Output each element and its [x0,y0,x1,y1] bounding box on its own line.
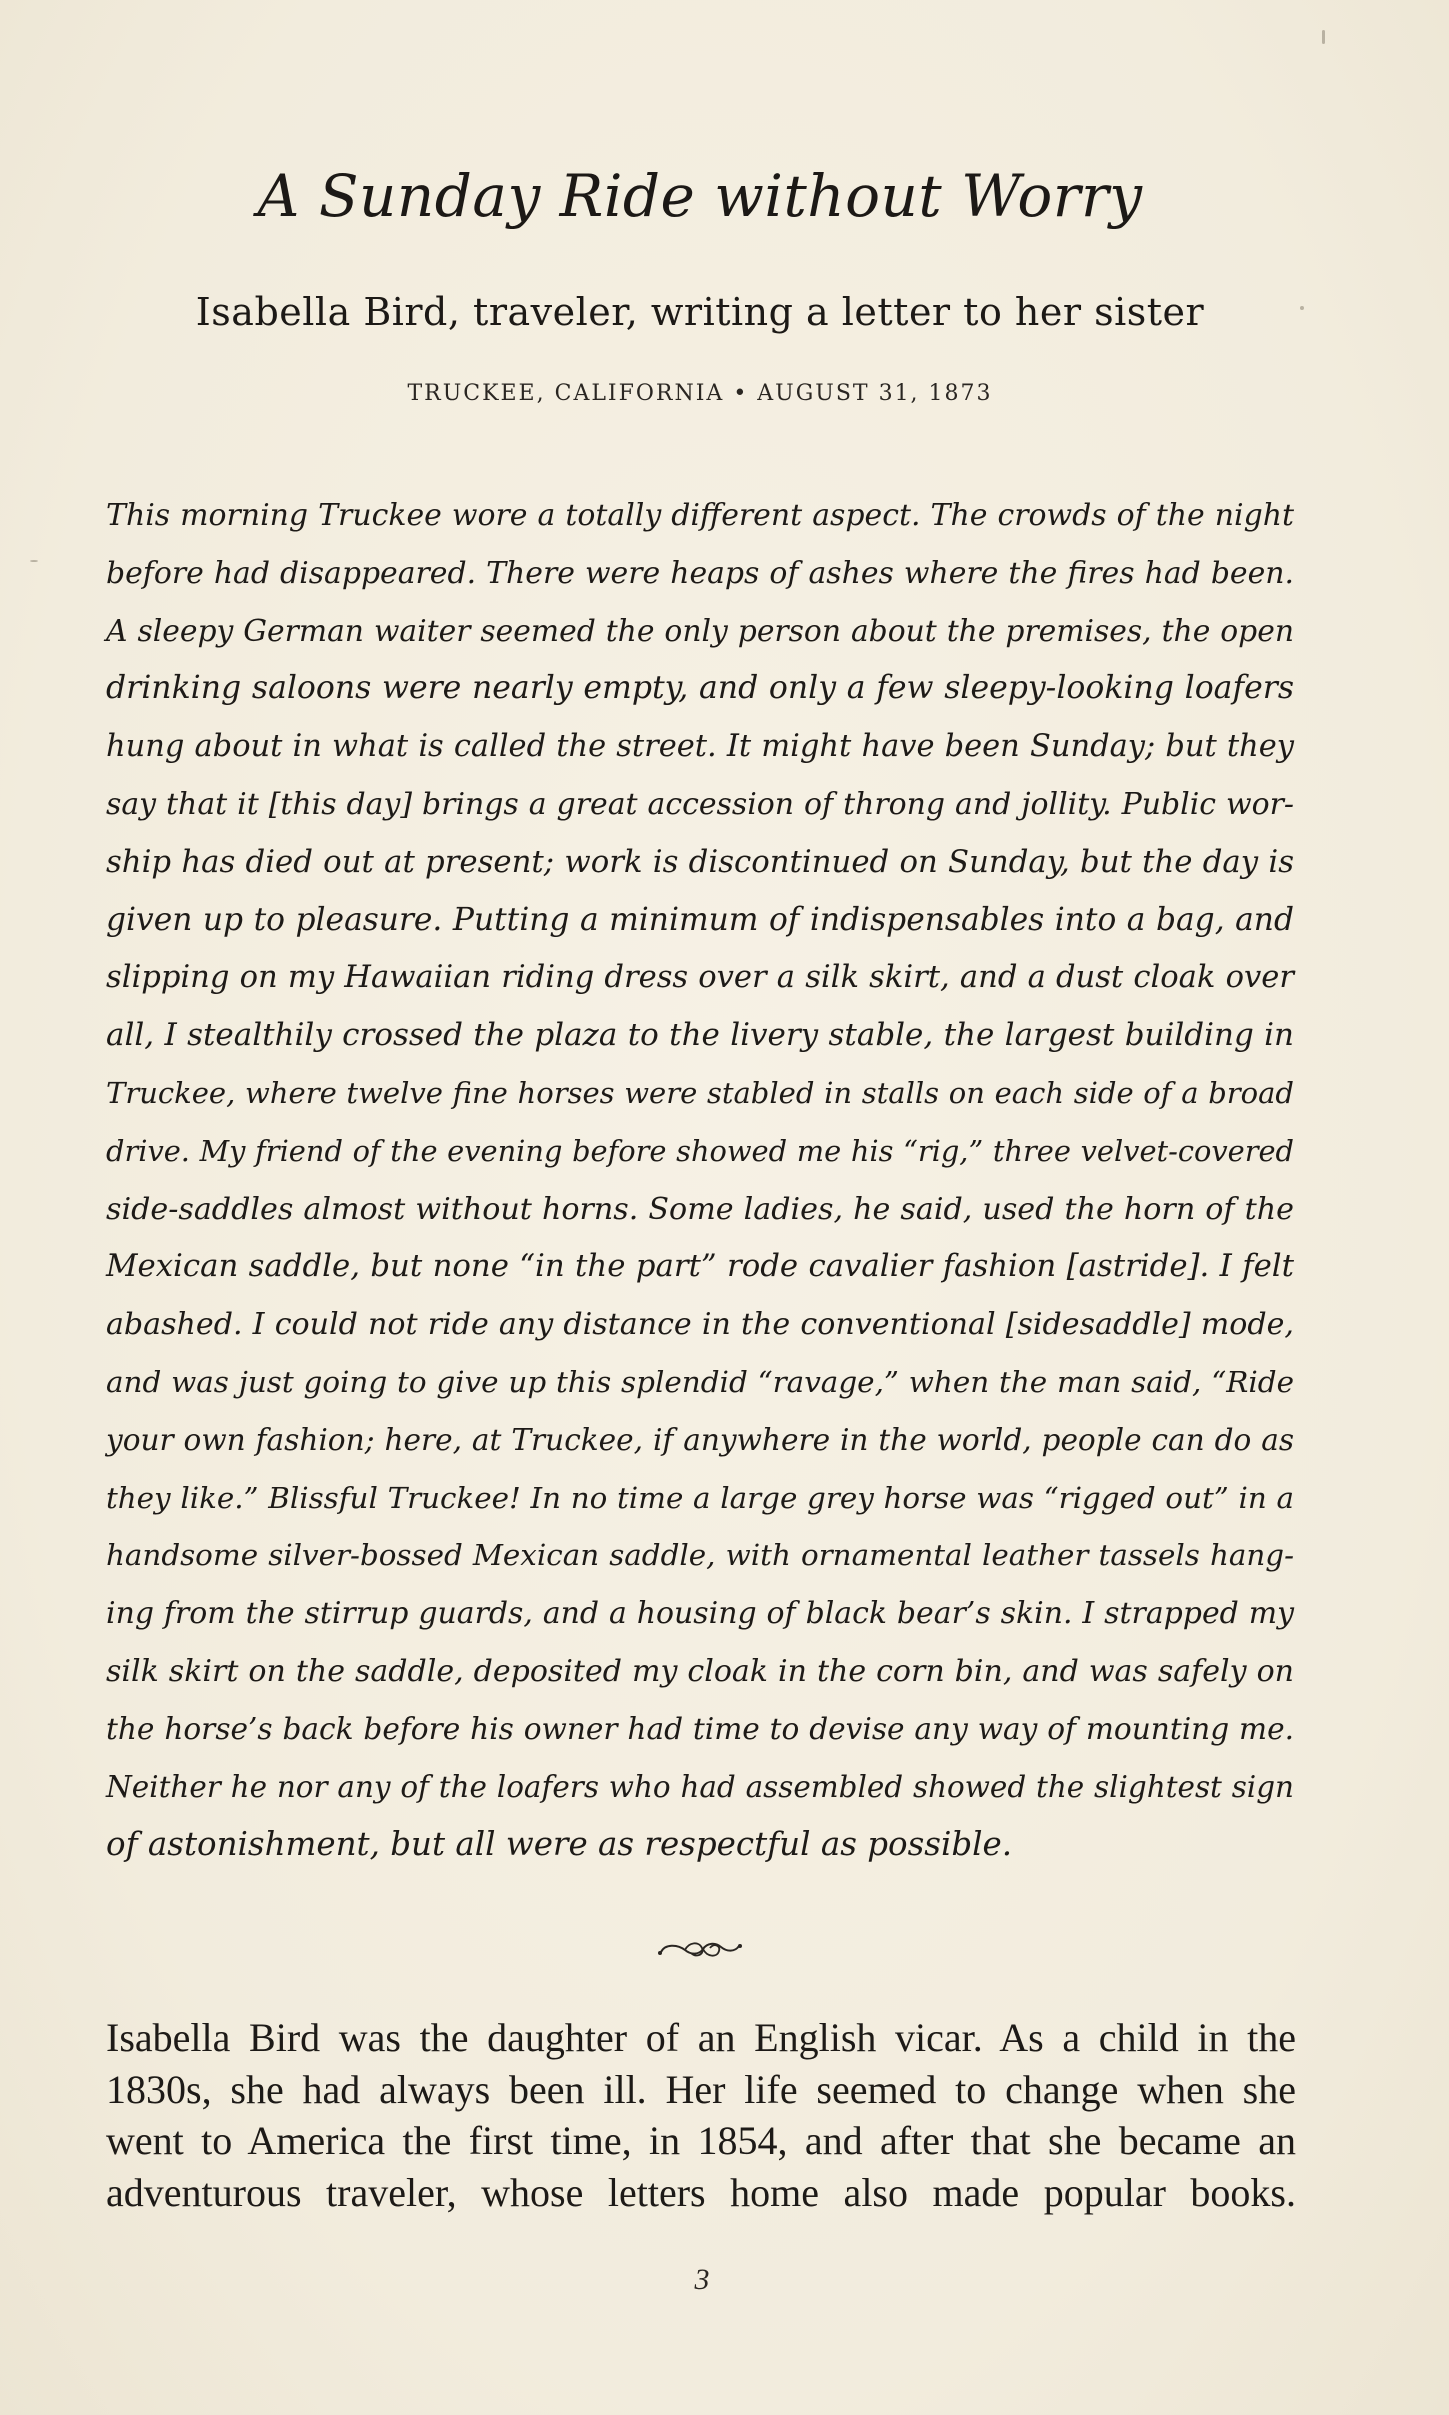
letter-line: side-saddles almost without horns. Some ladies, he said, used the horn of the [106,1191,1294,1227]
letter-line: say that it [this day] brings a great accession of throng and jollity. Public wor- [106,786,1294,822]
fleuron-ornament-icon [655,1936,745,1962]
bio-line: 1830s, she had always been ill. Her life seemed to change when she [106,2066,1296,2112]
paper-speck [1322,30,1325,44]
letter-line: abashed. I could not ride any distance in the conventional [sidesaddle] mode, [106,1307,1294,1343]
letter-body [106,487,1294,1874]
letter-line: the horse’s back before his owner had time to devise any way of mounting me. [106,1711,1294,1746]
author-bio [106,2012,1296,2218]
letter-line: and was just going to give up this splendid “ravage,” when the man said, “Ride [106,1364,1294,1399]
letter-line: silk skirt on the saddle, deposited my cloak in the corn bin, and was safely on [106,1653,1294,1689]
letter-line: drive. My friend of the evening before showed me his “rig,” three velvet-covered [106,1133,1294,1168]
letter-line: Truckee, where twelve fine horses were stabled in stalls on each side of a broad [106,1075,1294,1110]
bio-line: adventurous traveler, whose letters home also made popular books. [106,2169,1296,2215]
paper-speck [30,560,38,562]
letter-line: Mexican saddle, but none “in the part” rode cavalier fashion [astride]. I felt [106,1248,1294,1285]
letter-line: given up to pleasure. Putting a minimum of indispensables into a bag, and [106,901,1294,938]
letter-line: hung about in what is called the street. It might have been Sunday; but they [106,729,1294,765]
bio-line: Isabella Bird was the daughter of an English vicar. As a child in the [106,2015,1296,2060]
letter-line: all, I stealthily crossed the plaza to the livery stable, the largest building in [106,1017,1294,1054]
letter-line: handsome silver-bossed Mexican saddle, with ornamental leather tassels hang- [106,1538,1294,1573]
page-number: 3 [694,2263,710,2296]
bio-line: went to America the first time, in 1854, and after that she became an [106,2118,1296,2163]
letter-line: A sleepy German waiter seemed the only person about the premises, the open [106,613,1294,649]
letter-line: ing from the stirrup guards, and a housing of black bear’s skin. I strapped my [106,1596,1294,1632]
letter-line: slipping on my Hawaiian riding dress over a silk skirt, and a dust cloak over [106,960,1294,996]
letter-line: drinking saloons were nearly empty, and only a few sleepy-looking loafers [106,670,1294,707]
letter-line: they like.” Blissful Truckee! In no time a large grey horse was “rigged out” in a [106,1480,1294,1515]
dateline: TRUCKEE, CALIFORNIA • AUGUST 31, 1873 [407,381,993,406]
chapter-subtitle: Isabella Bird, traveler, writing a letter to her sister [195,290,1205,334]
chapter-title: A Sunday Ride without Worry [257,162,1143,230]
letter-line: of astonishment, but all were as respectful as possible. [106,1825,1013,1864]
letter-line: This morning Truckee wore a totally different aspect. The crowds of the night [106,498,1294,533]
letter-line: before had disappeared. There were heaps of ashes where the fires had been. [106,555,1294,591]
letter-line: your own fashion; here, at Truckee, if anywhere in the world, people can do as [106,1422,1294,1457]
letter-line: Neither he nor any of the loafers who had assembled showed the slightest sign [106,1769,1294,1804]
letter-line: ship has died out at present; work is discontinued on Sunday, but the day is [106,843,1294,880]
